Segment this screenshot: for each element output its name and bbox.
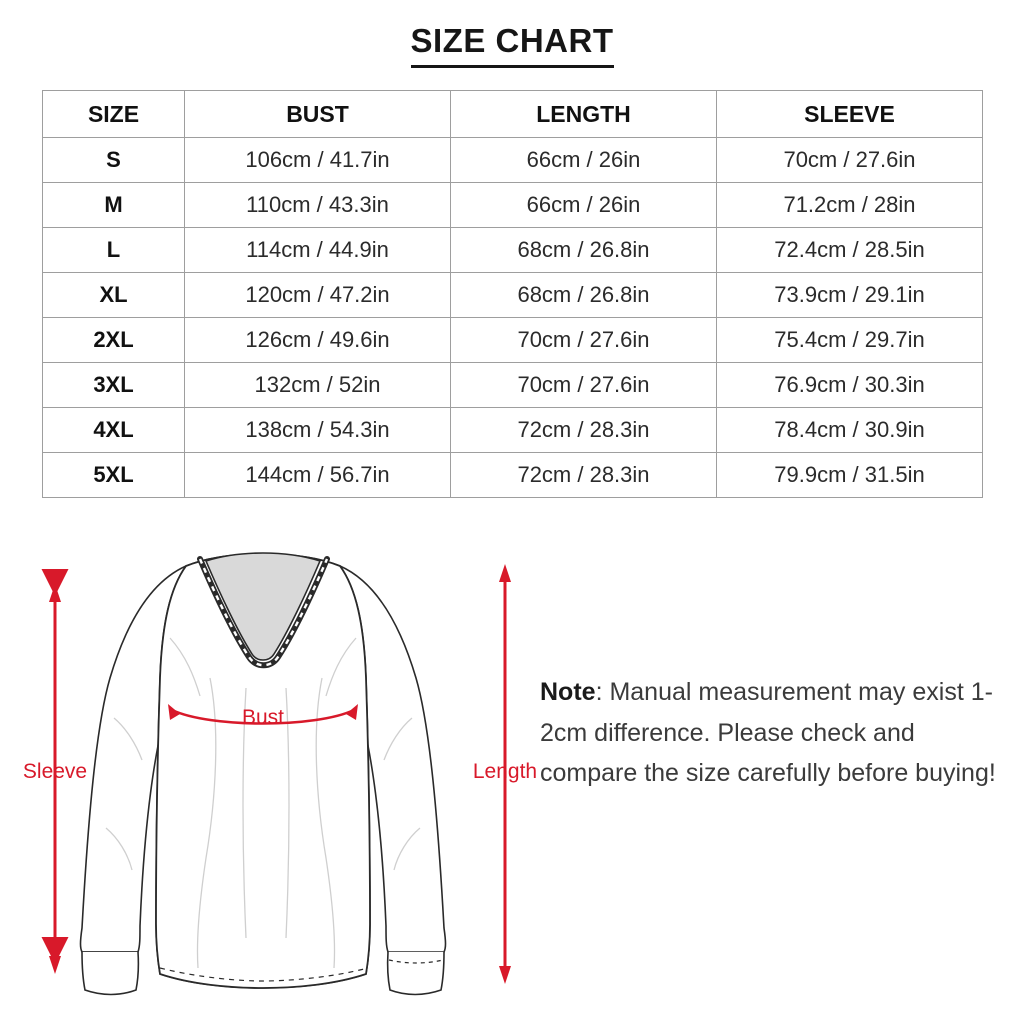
- cell-sleeve: 76.9cm / 30.3in: [717, 363, 983, 408]
- column-header-sleeve: SLEEVE: [717, 91, 983, 138]
- cell-size: M: [43, 183, 185, 228]
- cuff-left: [82, 952, 138, 995]
- column-header-length: LENGTH: [451, 91, 717, 138]
- cell-length: 68cm / 26.8in: [451, 273, 717, 318]
- table-row: [43, 453, 983, 498]
- cell-sleeve: 73.9cm / 29.1in: [717, 273, 983, 318]
- cell-bust: 132cm / 52in: [185, 363, 451, 408]
- cell-bust: 126cm / 49.6in: [185, 318, 451, 363]
- page-title: SIZE CHART: [411, 22, 614, 68]
- bust-label: Bust: [241, 706, 285, 729]
- cell-size: 5XL: [43, 453, 185, 498]
- cell-sleeve: 70cm / 27.6in: [717, 138, 983, 183]
- cell-size: 4XL: [43, 408, 185, 453]
- cell-bust: 110cm / 43.3in: [185, 183, 451, 228]
- page-title-container: [0, 22, 1024, 68]
- table-row: [43, 363, 983, 408]
- table-header: [43, 91, 983, 138]
- garment-diagram: [10, 528, 550, 1024]
- table-row: [43, 408, 983, 453]
- note-prefix: Note: [540, 678, 596, 706]
- cell-length: 70cm / 27.6in: [451, 363, 717, 408]
- table-row: [43, 273, 983, 318]
- size-table-container: [42, 90, 982, 498]
- cell-size: XL: [43, 273, 185, 318]
- cell-bust: 120cm / 47.2in: [185, 273, 451, 318]
- cell-size: L: [43, 228, 185, 273]
- cell-bust: 106cm / 41.7in: [185, 138, 451, 183]
- measurement-note: [540, 672, 1010, 794]
- cell-size: S: [43, 138, 185, 183]
- length-label: Length: [472, 760, 538, 783]
- cell-length: 70cm / 27.6in: [451, 318, 717, 363]
- sleeve-label: Sleeve: [22, 760, 88, 783]
- size-table: [42, 90, 983, 498]
- cell-sleeve: 71.2cm / 28in: [717, 183, 983, 228]
- cuff-right: [388, 952, 444, 995]
- table-header-row: [43, 91, 983, 138]
- cell-length: 66cm / 26in: [451, 183, 717, 228]
- cell-sleeve: 75.4cm / 29.7in: [717, 318, 983, 363]
- cell-size: 2XL: [43, 318, 185, 363]
- cell-size: 3XL: [43, 363, 185, 408]
- table-row: [43, 138, 983, 183]
- column-header-bust: BUST: [185, 91, 451, 138]
- note-text: : Manual measurement may exist 1-2cm difference. Please check and compare the size carefully before buying!: [540, 678, 996, 787]
- cell-bust: 114cm / 44.9in: [185, 228, 451, 273]
- cell-sleeve: 79.9cm / 31.5in: [717, 453, 983, 498]
- cell-bust: 144cm / 56.7in: [185, 453, 451, 498]
- table-row: [43, 183, 983, 228]
- table-body: [43, 138, 983, 498]
- table-row: [43, 228, 983, 273]
- cell-bust: 138cm / 54.3in: [185, 408, 451, 453]
- column-header-size: SIZE: [43, 91, 185, 138]
- table-row: [43, 318, 983, 363]
- cell-length: 72cm / 28.3in: [451, 408, 717, 453]
- cell-sleeve: 72.4cm / 28.5in: [717, 228, 983, 273]
- cell-length: 72cm / 28.3in: [451, 453, 717, 498]
- cell-length: 66cm / 26in: [451, 138, 717, 183]
- cell-length: 68cm / 26.8in: [451, 228, 717, 273]
- cell-sleeve: 78.4cm / 30.9in: [717, 408, 983, 453]
